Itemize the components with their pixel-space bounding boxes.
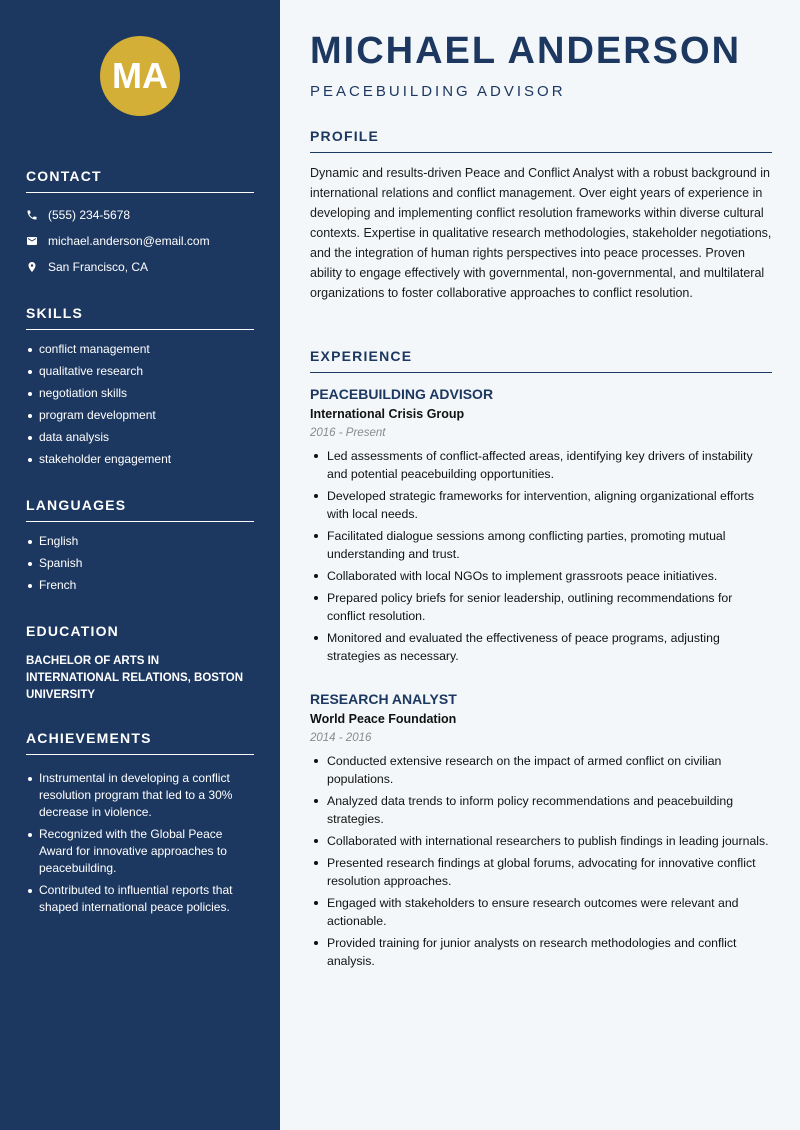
skills-list — [26, 341, 254, 468]
phone-text[interactable]: (555) 234-5678 — [48, 208, 131, 222]
contact-heading: CONTACT — [26, 168, 254, 193]
list-item: French — [26, 577, 254, 594]
job-entry-company: International Crisis Group — [310, 407, 465, 421]
avatar: MA — [100, 36, 180, 116]
job-entry-bullets — [310, 447, 772, 665]
education-section — [26, 623, 254, 704]
list-item: Led assessments of conflict-affected areas, identifying key drivers of instability and potential peacebuilding opportunities. — [310, 447, 772, 483]
achievements-list — [26, 770, 254, 916]
list-item: Collaborated with international researchers to publish findings in leading journals. — [310, 832, 772, 850]
languages-list — [26, 533, 254, 594]
contact-phone — [26, 202, 254, 228]
list-item: Analyzed data trends to inform policy recommendations and peacebuilding strategies. — [310, 792, 772, 828]
contact-section — [26, 168, 254, 280]
skills-heading: SKILLS — [26, 305, 254, 330]
list-item: Developed strategic frameworks for intervention, aligning organizational efforts with local needs. — [310, 487, 772, 523]
job-title: PEACEBUILDING ADVISOR — [310, 83, 566, 100]
list-item: Monitored and evaluated the effectiveness of peace programs, adjusting strategies as necessary. — [310, 629, 772, 665]
skills-section — [26, 305, 254, 473]
languages-heading: LANGUAGES — [26, 497, 254, 522]
education-degree: BACHELOR OF ARTS IN INTERNATIONAL RELATIONS, BOSTON UNIVERSITY — [26, 655, 244, 701]
list-item: data analysis — [26, 429, 254, 446]
contact-location — [26, 254, 254, 280]
profile-heading: PROFILE — [310, 128, 772, 153]
email-text[interactable]: michael.anderson@email.com — [48, 234, 210, 248]
job-entry — [310, 386, 772, 669]
list-item: Prepared policy briefs for senior leadership, outlining recommendations for conflict resolution. — [310, 589, 772, 625]
achievements-section — [26, 730, 254, 921]
list-item: Facilitated dialogue sessions among conflicting parties, promoting mutual understanding and trust. — [310, 527, 772, 563]
list-item: Contributed to influential reports that shaped international peace policies. — [26, 882, 254, 916]
list-item: Provided training for junior analysts on research methodologies and conflict analysis. — [310, 934, 772, 970]
job-entry-company: World Peace Foundation — [310, 712, 457, 726]
job-entry-dates: 2016 - Present — [310, 427, 386, 439]
list-item: Collaborated with local NGOs to implement grassroots peace initiatives. — [310, 567, 772, 585]
location-pin-icon — [26, 261, 48, 273]
list-item: stakeholder engagement — [26, 451, 254, 468]
job-entry-dates: 2014 - 2016 — [310, 732, 372, 744]
mail-icon — [26, 235, 48, 247]
languages-section — [26, 497, 254, 599]
job-entry — [310, 691, 772, 974]
profile-text: Dynamic and results-driven Peace and Conflict Analyst with a robust background in international relations and conflict management. Over eight years of experience in developing and implementing conflict resolution frameworks within diverse cultural contexts. Expertise in qualitative research methodologies, stakeholder negotiations, and the integration of human rights perspectives into peace processes. Proven ability to engage effectively with governmental, non-governmental, and multilateral organizations to foster collaborative approaches to conflict resolution. — [310, 166, 772, 300]
education-heading: EDUCATION — [26, 623, 119, 639]
list-item: Spanish — [26, 555, 254, 572]
location-text: San Francisco, CA — [48, 260, 149, 274]
list-item: conflict management — [26, 341, 254, 358]
full-name: MICHAEL ANDERSON — [310, 30, 742, 72]
list-item: qualitative research — [26, 363, 254, 380]
list-item: Instrumental in developing a conflict resolution program that led to a 30% decrease in violence. — [26, 770, 254, 821]
list-item: Engaged with stakeholders to ensure research outcomes were relevant and actionable. — [310, 894, 772, 930]
list-item: Recognized with the Global Peace Award for innovative approaches to peacebuilding. — [26, 826, 254, 877]
achievements-heading: ACHIEVEMENTS — [26, 730, 254, 755]
list-item: Conducted extensive research on the impact of armed conflict on civilian populations. — [310, 752, 772, 788]
job-entry-bullets — [310, 752, 772, 970]
list-item: English — [26, 533, 254, 550]
job-entry-title: PEACEBUILDING ADVISOR — [310, 386, 494, 402]
phone-icon — [26, 209, 48, 221]
list-item: negotiation skills — [26, 385, 254, 402]
list-item: Presented research findings at global forums, advocating for innovative conflict resolution approaches. — [310, 854, 772, 890]
job-entry-title: RESEARCH ANALYST — [310, 691, 457, 707]
experience-heading: EXPERIENCE — [310, 348, 772, 373]
contact-email — [26, 228, 254, 254]
list-item: program development — [26, 407, 254, 424]
sidebar — [0, 0, 280, 1130]
